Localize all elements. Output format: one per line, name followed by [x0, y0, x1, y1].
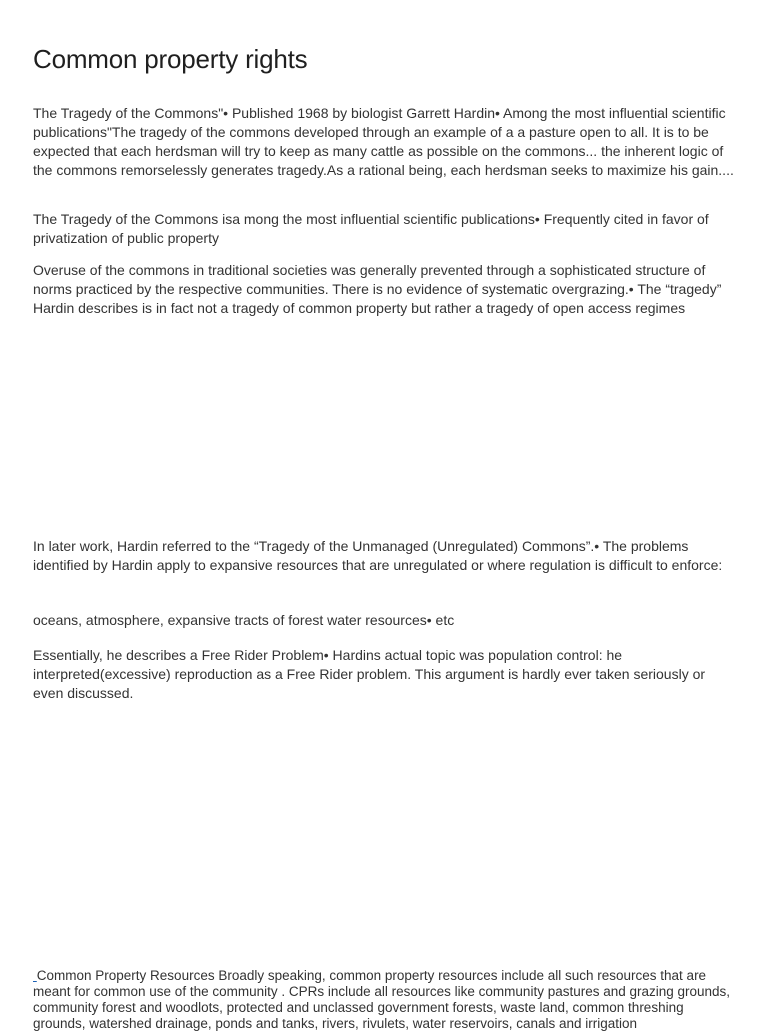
- paragraph-free-rider-problem: Essentially, he describes a Free Rider Problem• Hardins actual topic was population control: he interpreted(excessive) reproduction as a Free Rider problem. This argument is hardly ever taken seriously or even discussed.: [33, 647, 706, 701]
- page-title: Common property rights: [33, 44, 308, 74]
- paragraph-cpr-text: Common Property Resources Broadly speaking, common property resources include all such resources that are meant for common use of the community . CPRs include all resources like community pastures and grazing grounds, community forest and woodlots, protected and unclassed government forests, waste land, common threshing grounds, watershed drainage, ponds and tanks, rivers, rivulets, water reservoirs, canals and irrigation: [33, 968, 731, 1031]
- paragraph-resource-examples: oceans, atmosphere, expansive tracts of forest water resources• etc: [33, 612, 455, 628]
- paragraph-later-work: In later work, Hardin referred to the “Tragedy of the Unmanaged (Unregulated) Commons”.• The problems identified by Hardin apply to expansive resources that are unregulated or where regulation is difficult to enforce:: [33, 538, 723, 573]
- paragraph-common-property-resources: [33, 968, 738, 1032]
- paragraph-influential-publication: The Tragedy of the Commons isa mong the most influential scientific publications• Frequently cited in favor of privatization of public property: [33, 211, 709, 246]
- anchor-link[interactable]: ​: [33, 968, 37, 983]
- paragraph-tragedy-of-commons: The Tragedy of the Commons"• Published 1968 by biologist Garrett Hardin• Among the most influential scientific publications"The tragedy of the commons developed through an example of a a pasture open to all. It is to be expected that each herdsman will try to keep as many cattle as possible on the commons... the inherent logic of the commons remorselessly generates tragedy.As a rational being, each herdsman seeks to maximize his gain....: [33, 105, 734, 178]
- paragraph-overuse-of-commons: Overuse of the commons in traditional societies was generally prevented through a sophisticated structure of norms practiced by the respective communities. There is no evidence of systematic overgrazing.• The “tragedy” Hardin describes is in fact not a tragedy of common property but rather a tragedy of open access regimes: [33, 262, 722, 316]
